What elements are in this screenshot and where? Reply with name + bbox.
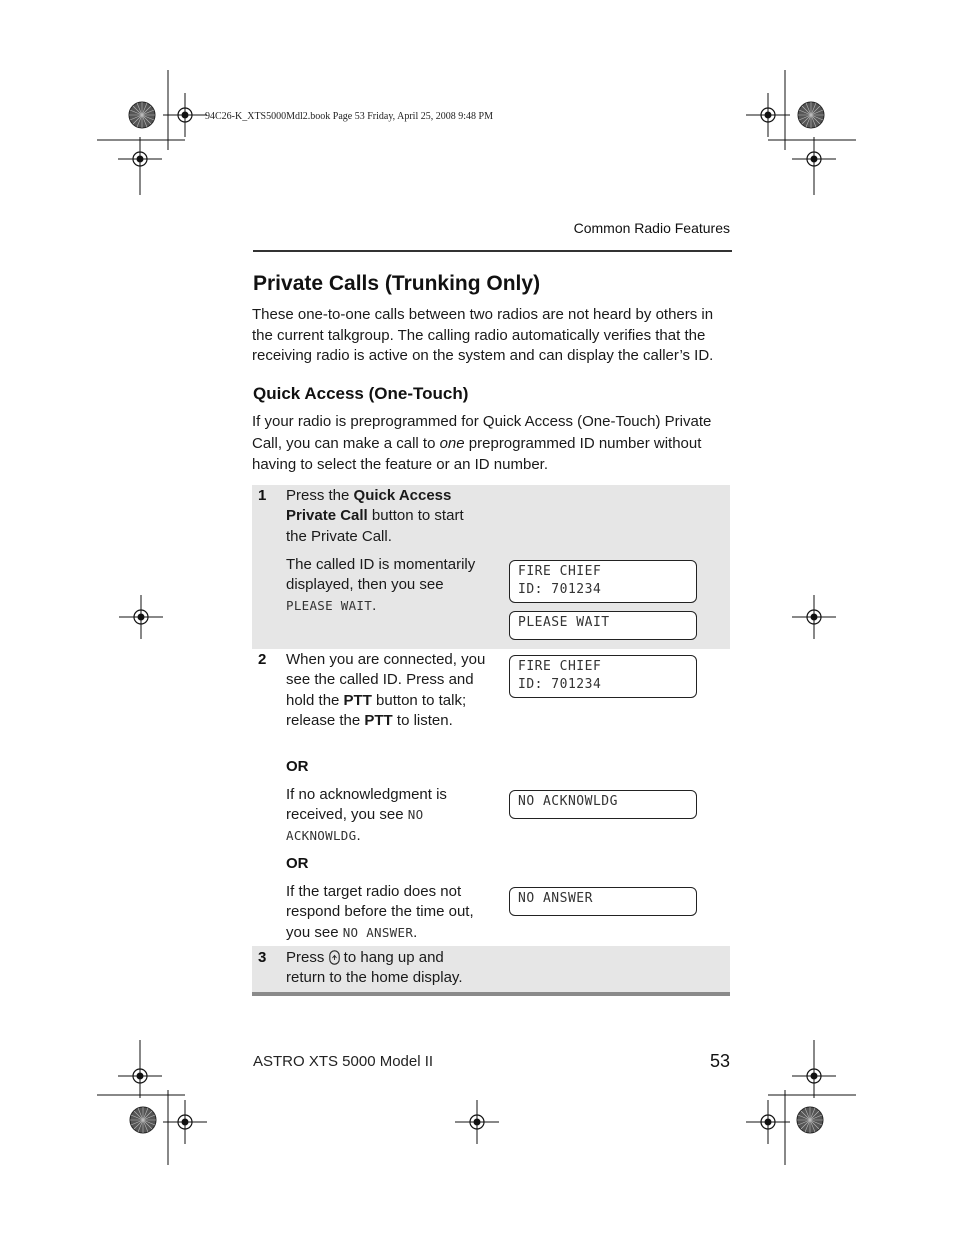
step-3-number: 3 [258,949,267,966]
step-2-text: When you are connected, you see the called ID. Press and hold the PTT button to talk; release the PTT to listen. [286,651,486,730]
step-2-no-ack-text: If no acknowledgment is received, you see NO ACKNOWLDG. [286,786,447,844]
footer-product: ASTRO XTS 5000 Model II [253,1053,434,1070]
quick-access-heading: Quick Access (One-Touch) [253,384,469,403]
quick-access-paragraph: If your radio is preprogrammed for Quick Access (One-Touch) Private Call, you can make a call to one preprogrammed ID number without having to select the feature or an ID number. [252,413,712,473]
home-button-icon [329,950,340,965]
step-2-no-answer-text: If the target radio does not respond before the time out, you see NO ANSWER. [286,883,474,941]
display-no-answer: NO ANSWER [509,887,697,916]
or-label-2: OR [286,855,309,872]
display-connected-id: FIRE CHIEF ID: 701234 [509,655,697,698]
display-no-acknowldg: NO ACKNOWLDG [509,790,697,819]
step-3-text: Press to hang up and return to the home display. [286,949,463,987]
step-1-note: The called ID is momentarily displayed, then you see PLEASE WAIT. [286,556,476,614]
display-fire-chief: FIRE CHIEF ID: 701234 [509,560,697,603]
step-1-number: 1 [258,487,267,504]
page-number: 53 [709,1051,730,1071]
display-please-wait: PLEASE WAIT [509,611,697,640]
step-1-text: Press the Quick Access Private Call button to start the Private Call. [286,487,464,545]
table-bottom-bar [252,992,730,996]
step-2-number: 2 [258,651,267,668]
section-header: Common Radio Features [573,220,730,236]
or-label-1: OR [286,758,309,775]
page-title: Private Calls (Trunking Only) [253,272,541,295]
intro-paragraph: These one-to-one calls between two radios are not heard by others in the current talkgroup. The calling radio automatically verifies that the receiving radio is active on the system and can display the caller’s ID. [252,306,714,365]
header-rule [253,250,732,252]
print-info: 94C26-K_XTS5000Mdl2.book Page 53 Friday, April 25, 2008 9:48 PM [205,111,493,122]
